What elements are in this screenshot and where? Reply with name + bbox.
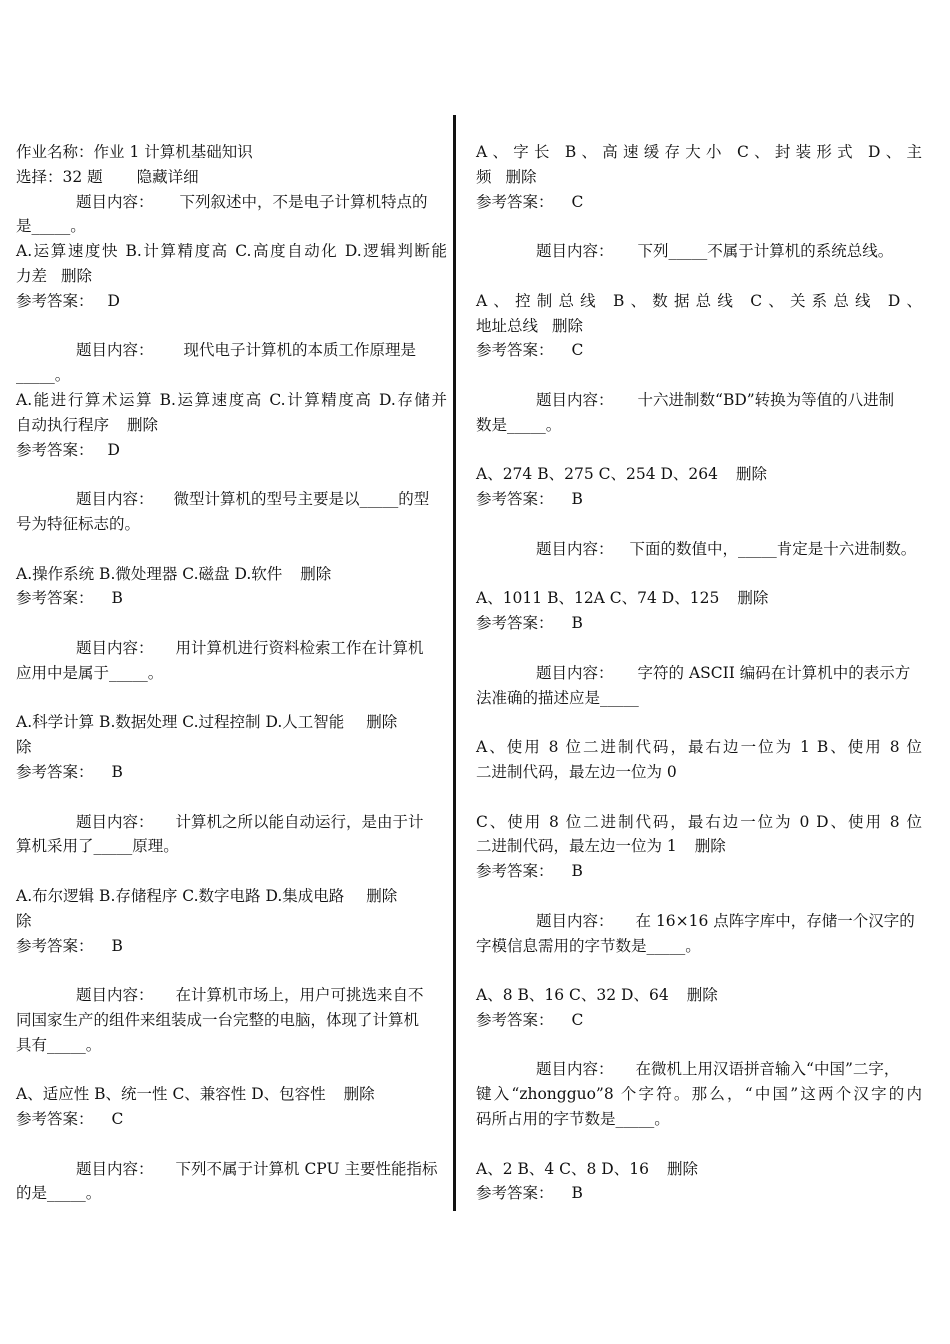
reference-answer: 参考答案： C [476,1010,584,1029]
reference-answer: 参考答案： B [476,614,583,633]
question-text: 题目内容： 计算机之所以能自动运行，是由于计 [76,812,424,831]
question-item: 题目内容： 用计算机进行资料检索工作在计算机 应用中是属于_____。 A.科学计算 B.数据处理 C.过程控制 D.人工智能 删除 除 参考答案： B [16,636,447,785]
question-options: A、274 B、275 C、254 D、264 删除 [476,465,768,484]
delete-link[interactable]: 删除 [552,316,584,335]
question-item: 题目内容： 微型计算机的型号主要是以_____的型 号为特征标志的。 A.操作系统 B.微处理器 C.磁盘 D.软件 删除 参考答案： B [16,487,447,611]
reference-answer: 参考答案： B [16,589,123,608]
question-options: A.科学计算 B.数据处理 C.过程控制 D.人工智能 删除 [16,713,398,732]
question-options: A、使用 8 位二进制代码，最右边一位为 1 B、使用 8 位 [476,738,922,757]
selection-summary: 选择：32 题 隐藏详细 [16,167,199,186]
question-text: 题目内容： 下列_____不属于计算机的系统总线。 [536,242,894,261]
question-item: 题目内容： 计算机之所以能自动运行，是由于计 算机采用了_____原理。 A.布尔逻辑 B.存储程序 C.数字电路 D.集成电路 删除 除 参考答案： B [16,810,447,959]
question-item: 题目内容： 下列叙述中，不是电子计算机特点的 是_____。 A.运算速度快 B.计算精度高 C.高度自动化 D.逻辑判断能 力差 删除 参考答案： D [16,190,447,314]
reference-answer: 参考答案： C [476,341,584,360]
delete-link[interactable]: 删除 [505,167,537,186]
reference-answer: 参考答案： B [476,862,583,881]
question-text: 题目内容： 微型计算机的型号主要是以_____的型 [76,490,430,509]
question-item: A、字长 B、高速缓存大小 C、封装形式 D、主 频 删除 参考答案： C [476,140,922,214]
question-item: 题目内容： 在计算机市场上，用户可挑选来自不 同国家生产的组件来组装成一台完整的电脑，体现了计算机 具有_____。 A、适应性 B、统一性 C、兼容性 D、包容性 删除 参考答案： C [16,983,447,1132]
reference-answer: 参考答案： C [476,192,584,211]
question-text: 题目内容： 现代电子计算机的本质工作原理是 [76,341,417,360]
reference-answer: 参考答案： C [16,1110,124,1129]
question-text: 题目内容： 下列叙述中，不是电子计算机特点的 [76,192,428,211]
question-item: 题目内容： 现代电子计算机的本质工作原理是 _____。 A.能进行算术运算 B.运算速度高 C.计算精度高 D.存储并 自动执行程序 删除 参考答案： D [16,338,447,462]
delete-link[interactable]: 删除 [694,837,726,856]
question-item: 题目内容： 在 16×16 点阵字库中，存储一个汉字的 字模信息需用的字节数是_____。 A、8 B、16 C、32 D、64 删除 参考答案： C [476,909,922,1033]
question-text: 题目内容： 十六进制数“BD”转换为等值的八进制 [536,390,895,409]
question-text: 题目内容： 在微机上用汉语拼音输入“中国”二字， [536,1060,900,1079]
question-text: 题目内容： 在计算机市场上，用户可挑选来自不 [76,986,424,1005]
reference-answer: 参考答案： B [476,490,583,509]
left-column [16,140,447,1206]
question-options: A.运算速度快 B.计算精度高 C.高度自动化 D.逻辑判断能 [16,242,447,261]
question-item: 题目内容： 在微机上用汉语拼音输入“中国”二字， 键入“zhongguo”8 个字符。那么，“中国”这两个汉字的内 码所占用的字节数是_____。 A、2 B、4 C、8 D、16 删除 参考答案： B [476,1057,922,1206]
question-options: A.布尔逻辑 B.存储程序 C.数字电路 D.集成电路 删除 [16,886,398,905]
question-text: 题目内容： 下列不属于计算机 CPU 主要性能指标 [76,1159,438,1178]
question-text: 题目内容： 下面的数值中，_____肯定是十六进制数。 [536,539,917,558]
question-text: 题目内容： 字符的 ASCII 编码在计算机中的表示方 [536,663,911,682]
delete-link[interactable]: 删除 [737,589,769,608]
assignment-title: 作业名称：作业 1 计算机基础知识 [16,143,253,161]
question-options: A、控制总线 B、数据总线 C、关系总线 D、 [476,291,922,310]
question-options: A、8 B、16 C、32 D、64 删除 [476,986,718,1005]
column-divider [453,115,456,1211]
question-item: 题目内容： 十六进制数“BD”转换为等值的八进制 数是_____。 A、274 B、275 C、254 D、264 删除 参考答案： B [476,388,922,512]
question-options: A、字长 B、高速缓存大小 C、封装形式 D、主 [476,143,922,161]
delete-link[interactable]: 删除 [366,886,398,905]
delete-link[interactable]: 删除 [366,713,398,732]
delete-link[interactable]: 删除 [686,986,718,1005]
delete-link[interactable]: 删除 [127,415,159,434]
question-item: 题目内容： 字符的 ASCII 编码在计算机中的表示方 法准确的描述应是_____ A、使用 8 位二进制代码，最右边一位为 1 B、使用 8 位 二进制代码，最左边一位为 0 C、使用 8 位二进制代码，最右边一位为 0 D、使用 8 位 二进制代码，最左边一位为 1 删除 参考答案： B [476,661,922,884]
delete-link[interactable]: 删除 [666,1159,698,1178]
reference-answer: 参考答案： D [16,291,120,310]
delete-link[interactable]: 删除 [343,1085,375,1104]
delete-link[interactable]: 删除 [300,564,332,583]
question-item: 题目内容： 下列不属于计算机 CPU 主要性能指标 的是_____。 [16,1157,447,1207]
question-text: 题目内容： 用计算机进行资料检索工作在计算机 [76,638,424,657]
question-options: A、1011 B、12A C、74 D、125 删除 [476,589,769,608]
reference-answer: 参考答案： B [16,762,123,781]
question-options: A、适应性 B、统一性 C、兼容性 D、包容性 删除 [16,1085,375,1104]
question-text: 题目内容： 在 16×16 点阵字库中，存储一个汉字的 [536,911,915,930]
reference-answer: 参考答案： B [476,1184,583,1203]
question-item [476,537,922,636]
question-options: A.能进行算术运算 B.运算速度高 C.计算精度高 D.存储并 [16,390,447,409]
question-options: A.操作系统 B.微处理器 C.磁盘 D.软件 删除 [16,564,332,583]
delete-link[interactable]: 删除 [736,465,768,484]
question-item: 题目内容： 下列_____不属于计算机的系统总线。 A、控制总线 B、数据总线 C、关系总线 D、 地址总线 删除 参考答案： C [476,239,922,363]
delete-link[interactable]: 删除 [61,266,93,285]
reference-answer: 参考答案： D [16,440,120,459]
question-options: A、2 B、4 C、8 D、16 删除 [476,1159,698,1178]
right-column [476,140,922,1206]
reference-answer: 参考答案： B [16,936,123,955]
hide-details-link[interactable]: 隐藏详细 [136,167,199,186]
